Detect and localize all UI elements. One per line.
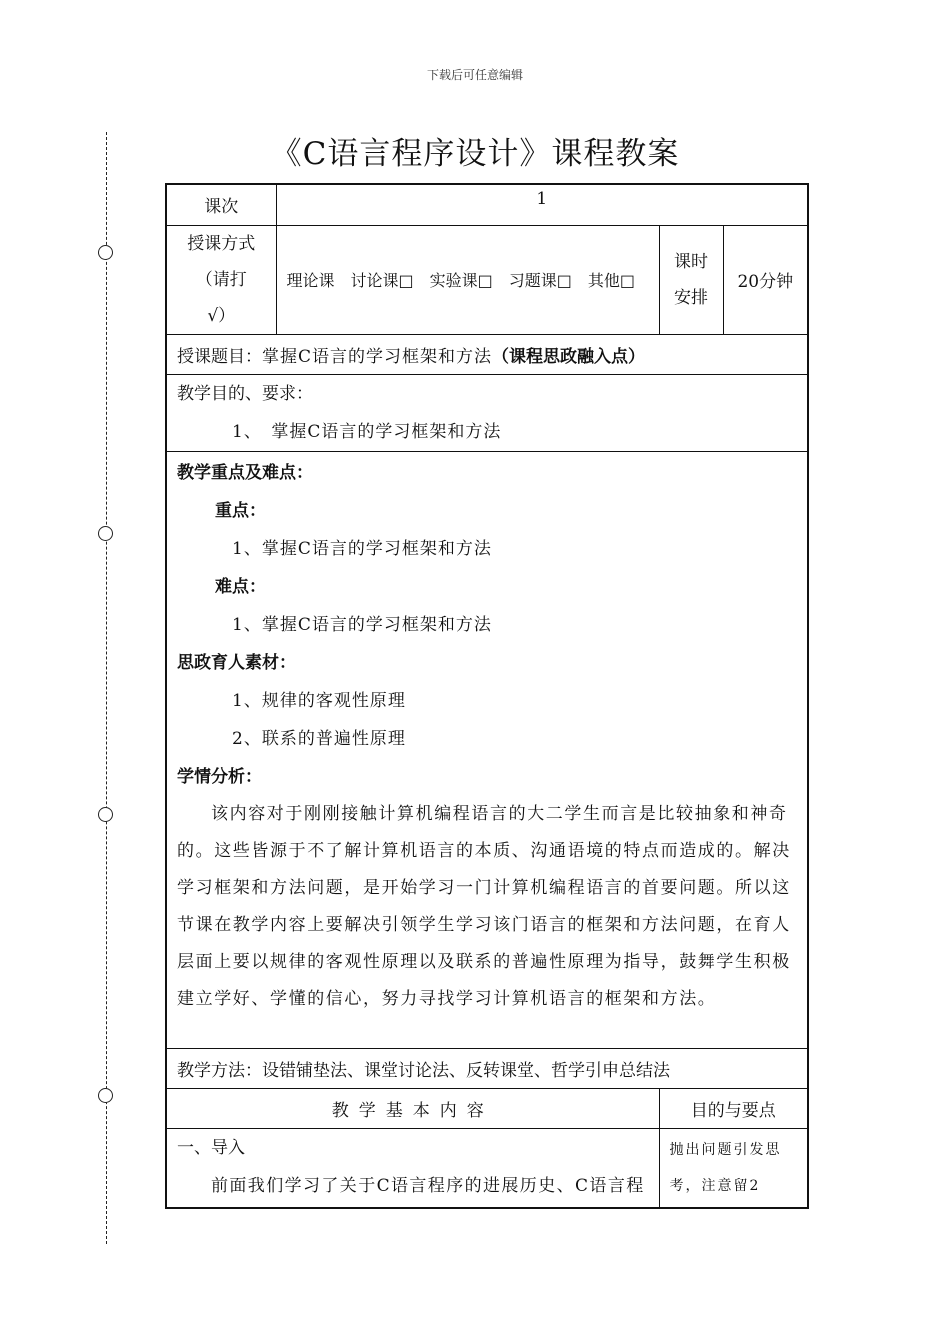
document-title: 《C语言程序设计》课程教案 xyxy=(270,136,680,172)
intro-row xyxy=(166,1128,808,1208)
teaching-mode-label-line: 授课方式 xyxy=(187,233,256,254)
analysis-paragraph: 该内容对于刚刚接触计算机编程语言的大二学生而言是比较抽象和神奇的。这些皆源于不了解计算机语言的本质、沟通语境的特点而造成的。解决学习框架和方法问题，是开始学习一门计算机编程语言的首要问题。所以这节课在教学内容上要解决引领学生学习该门语言的框架和方法问题，在育人层面上要以规律的客观性原理以及联系的普遍性原理为指导，鼓舞学生积极建立学好、学懂的信心，努力寻找学习计算机语言的框架和方法。 xyxy=(177,803,791,1009)
details-row xyxy=(166,451,808,1048)
ideology-heading: 思政育人素材： xyxy=(177,652,296,673)
class-hours-label-line: 课时 xyxy=(674,251,708,272)
teaching-mode-row xyxy=(166,225,808,334)
intro-heading: 一、导入 xyxy=(177,1137,245,1158)
analysis-heading: 学情分析： xyxy=(177,766,262,787)
content-header-row xyxy=(166,1088,808,1128)
difficult-points-item: 1、掌握C语言的学习框架和方法 xyxy=(232,614,492,635)
intro-purpose-cell: 抛出问题引发思考，注意留2 xyxy=(659,1128,808,1208)
goals-item: 1、 掌握C语言的学习框架和方法 xyxy=(232,421,502,442)
ideology-item: 2、联系的普遍性原理 xyxy=(232,728,406,749)
content-header-right: 目的与要点 xyxy=(659,1088,808,1128)
key-difficult-heading: 教学重点及难点： xyxy=(177,462,313,483)
binding-hole-icon xyxy=(98,1088,113,1103)
topic-suffix: （课程思政融入点） xyxy=(492,346,646,367)
binding-dashed-line xyxy=(106,132,107,1244)
lesson-number-value: 1 xyxy=(276,184,808,225)
binding-hole-icon xyxy=(98,526,113,541)
content-header-left: 教学基本内容 xyxy=(166,1088,659,1128)
teaching-mode-label-line: √） xyxy=(207,305,236,326)
class-hours-label-line: 安排 xyxy=(674,287,708,308)
binding-hole-icon xyxy=(98,245,113,260)
ideology-item: 1、规律的客观性原理 xyxy=(232,690,406,711)
topic-cell xyxy=(166,334,808,374)
topic-label: 授课题目： xyxy=(177,346,262,367)
topic-text: 掌握C语言的学习框架和方法 xyxy=(262,346,493,367)
goals-cell xyxy=(166,374,808,451)
teaching-mode-options: 理论课 讨论课□ 实验课□ 习题课□ 其他□ xyxy=(276,225,659,334)
methods-cell: 教学方法：设错铺垫法、课堂讨论法、反转课堂、哲学引申总结法 xyxy=(166,1048,808,1088)
details-cell xyxy=(166,451,808,1048)
difficult-points-label: 难点： xyxy=(215,576,266,597)
methods-row xyxy=(166,1048,808,1088)
goals-row xyxy=(166,374,808,451)
topic-row xyxy=(166,334,808,374)
goals-label: 教学目的、要求： xyxy=(177,383,313,404)
lesson-plan-table xyxy=(165,183,809,1209)
intro-text: 前面我们学习了关于C语言程序的进展历史、C语言程 xyxy=(211,1175,645,1196)
binding-hole-icon xyxy=(98,807,113,822)
teaching-mode-label-line: （请打 xyxy=(195,269,247,290)
class-hours-label xyxy=(659,225,723,334)
lesson-number-label: 课次 xyxy=(166,184,276,225)
key-points-label: 重点： xyxy=(215,500,266,521)
lesson-number-row xyxy=(166,184,808,225)
class-hours-value: 20分钟 xyxy=(723,225,808,334)
intro-content-cell xyxy=(166,1128,659,1208)
page-header-note: 下载后可任意编辑 xyxy=(426,68,523,82)
teaching-mode-label xyxy=(166,225,276,334)
key-points-item: 1、掌握C语言的学习框架和方法 xyxy=(232,538,492,559)
